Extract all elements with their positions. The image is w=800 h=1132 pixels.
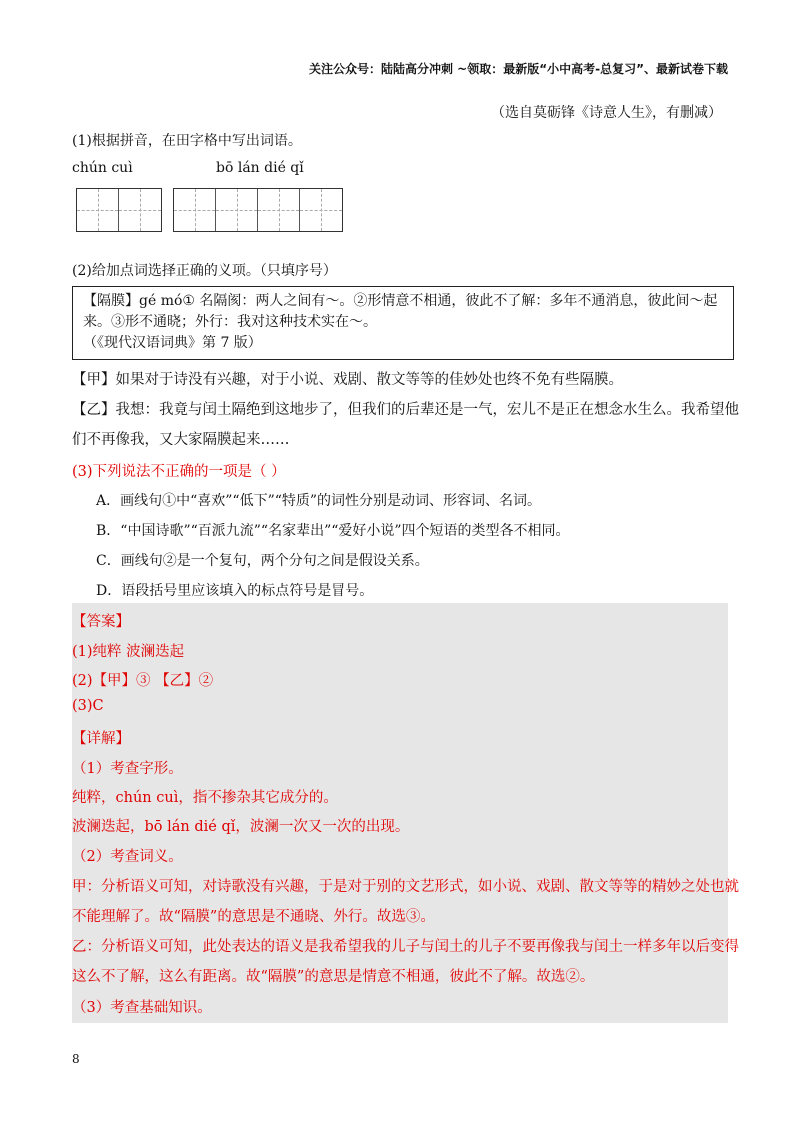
answer-3: (3)C: [72, 698, 104, 714]
option-d: D．语段括号里应该填入的标点符号是冒号。: [96, 583, 374, 599]
passage-text: 【甲】如果对于诗没有兴趣，对于小说、戏剧、散文等等的佳妙处也终不免有些: [72, 372, 580, 388]
option-c: C．画线句②是一个复句，两个分句之间是假设关系。: [96, 553, 429, 569]
option-a: A．画线句①中“喜欢”“低下”“特质”的词性分别是动词、形容词、名词。: [96, 493, 542, 509]
detail-line: 甲：分析语义可知，对诗歌没有兴趣，于是对于别的文艺形式，如小说、戏剧、散文等等的精妙之处也就: [72, 879, 739, 895]
dictionary-entry-box: [72, 286, 734, 360]
passage-yi-line2: [72, 428, 290, 449]
dict-line: 来。③形不通晓；外行：我对这种技术实在～。: [83, 314, 377, 330]
detail-line: 不能理解了。故“隔膜”的意思是不通晓、外行。故选③。: [72, 909, 435, 925]
detail-line: 波澜迭起，bō lán dié qǐ，波澜一次又一次的出现。: [72, 819, 410, 835]
detail-line: （1）考查字形。: [72, 761, 183, 777]
answer-2: (2)【甲】③ 【乙】②: [72, 673, 214, 689]
detail-line: （2）考查词义。: [72, 849, 183, 865]
dotted-word: 隔膜: [202, 432, 232, 448]
option-b: B．“中国诗歌”“百派九流”“名家辈出”“爱好小说”四个短语的类型各不相同。: [96, 523, 570, 539]
dotted-word: 隔膜。: [579, 372, 623, 388]
page-header: 关注公众号：陆陆高分冲刺 ~领取：最新版“小中高考-总复习”、最新试卷下载: [309, 62, 728, 76]
question-2-prompt: (2)给加点词选择正确的义项。（只填序号）: [72, 263, 337, 279]
passage-yi-line1: 【乙】我想：我竟与闰土隔绝到这地步了，但我们的后辈还是一气，宏儿不是正在想念水生么。我希望他: [72, 402, 739, 418]
grid-cell[interactable]: [300, 189, 342, 231]
dict-line: 【隔膜】gé mó① 名隔阂：两人之间有～。②形情意不相通，彼此不了解：多年不通消息，彼此间～起: [83, 293, 718, 309]
source-citation: （选自莫砺锋《诗意人生》，有删减）: [491, 105, 722, 121]
grid-cell[interactable]: [216, 189, 258, 231]
detail-line: 乙：分析语义可知，此处表达的语义是我希望我的儿子与闰土的儿子不要再像我与闰土一样多年以后变得: [72, 939, 739, 955]
grid-cell[interactable]: [77, 189, 119, 231]
question-3-prompt: (3)下列说法不正确的一项是（ ）: [72, 464, 286, 480]
writing-grid-2[interactable]: [173, 188, 343, 232]
grid-cell[interactable]: [174, 189, 216, 231]
passage-jia: [72, 368, 623, 389]
passage-text: 起来……: [231, 432, 290, 448]
writing-grid-1[interactable]: [76, 188, 162, 232]
detail-line: （3）考查基础知识。: [72, 1000, 212, 1016]
pinyin-1: chún cuì: [72, 160, 133, 176]
grid-cell[interactable]: [258, 189, 300, 231]
answer-title: 【答案】: [72, 614, 130, 630]
detail-line: 纯粹，chún cuì，指不掺杂其它成分的。: [72, 790, 338, 806]
detail-line: 这么不了解，这么有距离。故“隔膜”的意思是情意不相通，彼此不了解。故选②。: [72, 969, 595, 985]
dict-source: （《现代汉语词典》第 7 版）: [83, 335, 262, 351]
page-number: 8: [72, 1052, 80, 1066]
passage-text: 们不再像我，又大家: [72, 432, 203, 448]
grid-cell[interactable]: [119, 189, 161, 231]
question-1-prompt: (1)根据拼音，在田字格中写出词语。: [72, 133, 302, 149]
answer-1: (1)纯粹 波澜迭起: [72, 644, 185, 660]
pinyin-2: bō lán dié qǐ: [216, 160, 304, 176]
detail-title: 【详解】: [72, 731, 130, 747]
answer-section: [72, 603, 728, 1023]
